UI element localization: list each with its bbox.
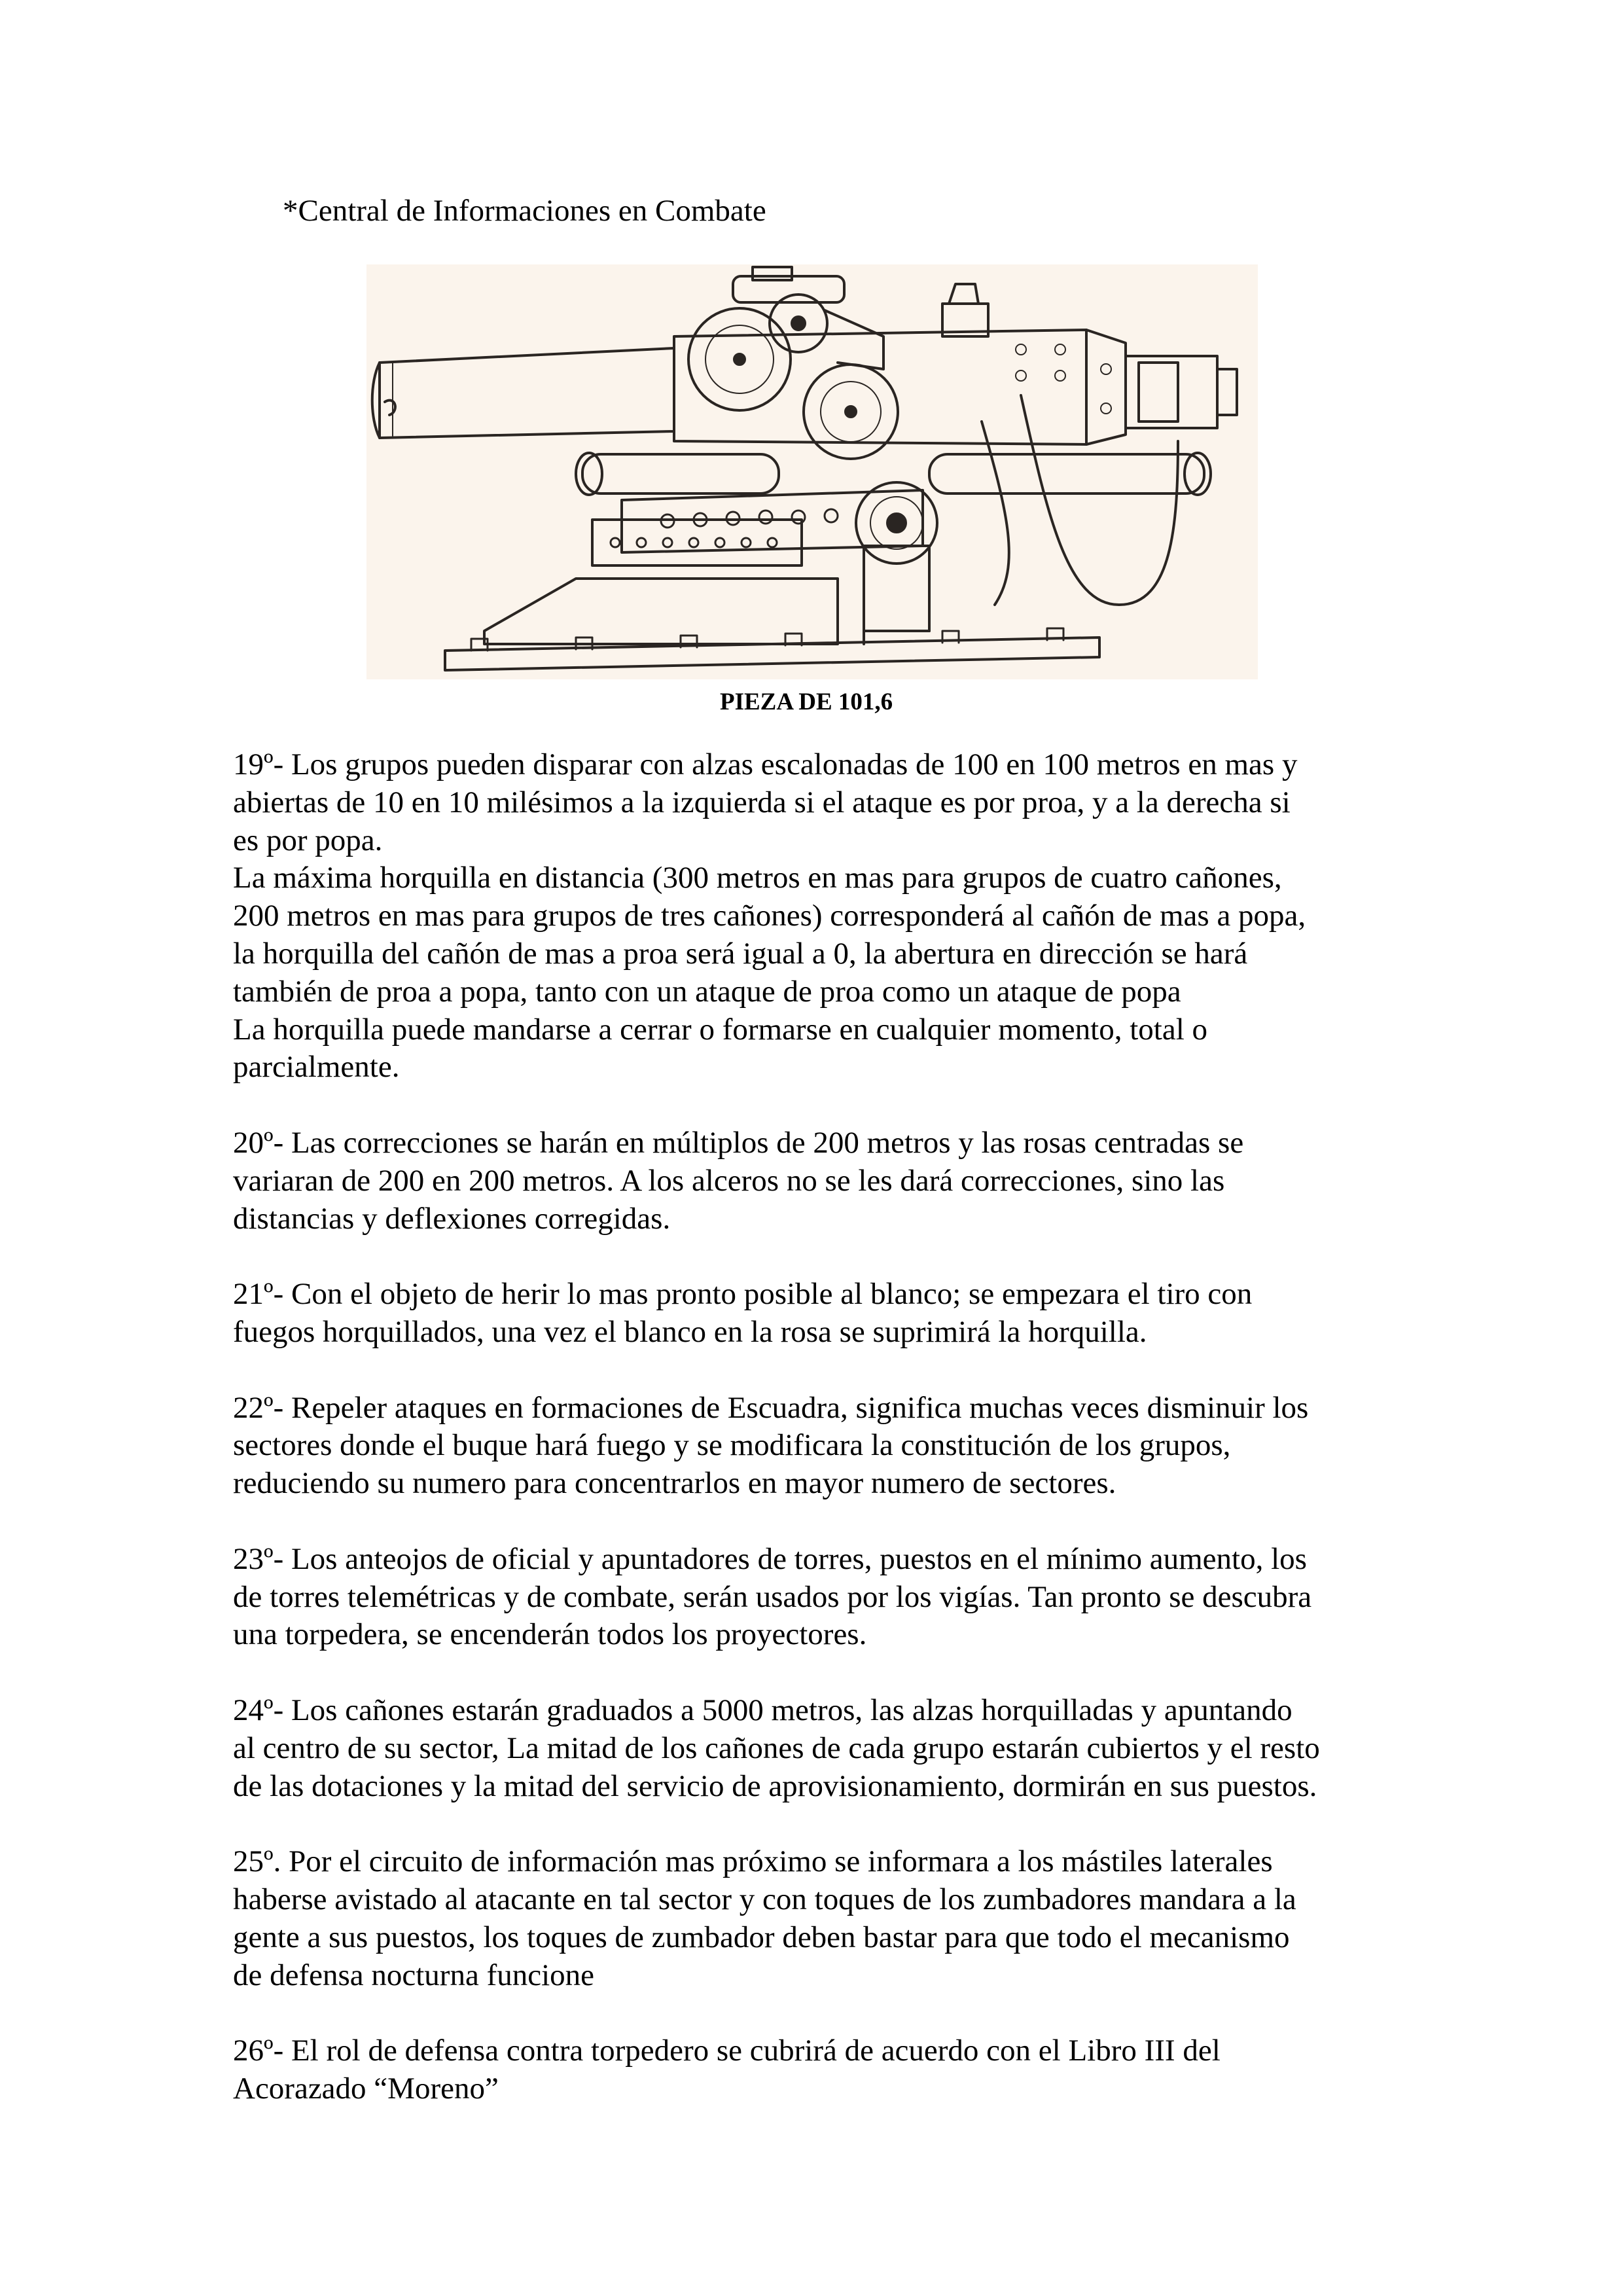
- text-line: haberse avistado al atacante en tal sector y con toques de los zumbadores mandara a la: [233, 1882, 1296, 1916]
- text-line: 200 metros en mas para grupos de tres cañones) corresponderá al cañón de mas a popa,: [233, 899, 1306, 933]
- text-line: al centro de su sector, La mitad de los cañones de cada grupo estarán cubiertos y el resto: [233, 1731, 1320, 1765]
- text-line: La máxima horquilla en distancia (300 metros en mas para grupos de cuatro cañones,: [233, 861, 1282, 895]
- text-line: gente a sus puestos, los toques de zumbador deben bastar para que todo el mecanismo: [233, 1920, 1290, 1954]
- text-line: distancias y deflexiones corregidas.: [233, 1201, 671, 1236]
- text-line: 22º- Repeler ataques en formaciones de Escuadra, significa muchas veces disminuir los: [233, 1390, 1309, 1425]
- text-line: la horquilla del cañón de mas a proa será igual a 0, la abertura en dirección se hará: [233, 936, 1248, 971]
- text-line: de defensa nocturna funcione: [233, 1958, 594, 1992]
- artillery-figure: [366, 264, 1258, 679]
- text-line: 21º- Con el objeto de herir lo mas pronto posible al blanco; se empezara el tiro con: [233, 1277, 1253, 1312]
- paragraph-25: [233, 1843, 1411, 1994]
- paragraph-23: [233, 1541, 1411, 1654]
- text-line: 26º- El rol de defensa contra torpedero se cubrirá de acuerdo con el Libro III del: [233, 2034, 1221, 2068]
- text-line: parcialmente.: [233, 1050, 400, 1085]
- paragraph-26: [233, 2032, 1411, 2108]
- paragraph-22: [233, 1390, 1411, 1503]
- text-line: reduciendo su numero para concentrarlos en mayor numero de sectores.: [233, 1466, 1116, 1501]
- paragraph-24: [233, 1692, 1411, 1805]
- figure-caption: PIEZA DE 101,6: [720, 689, 893, 715]
- text-line: Acorazado “Moreno”: [233, 2071, 499, 2106]
- text-line: variaran de 200 en 200 metros. A los alceros no se les dará correcciones, sino las: [233, 1163, 1225, 1198]
- text-line: de las dotaciones y la mitad del servicio de aprovisionamiento, dormirán en sus puestos.: [233, 1768, 1317, 1803]
- text-line: de torres telemétricas y de combate, serán usados por los vigías. Tan pronto se descubra: [233, 1579, 1312, 1614]
- paragraph-19: [233, 746, 1411, 1086]
- document-body: [233, 746, 1411, 2108]
- paragraph-21: [233, 1276, 1411, 1352]
- text-line: 19º- Los grupos pueden disparar con alzas escalonadas de 100 en 100 metros en mas y: [233, 747, 1298, 781]
- page-heading: *Central de Informaciones en Combate: [283, 194, 766, 228]
- text-line: sectores donde el buque hará fuego y se modificara la constitución de los grupos,: [233, 1428, 1231, 1463]
- text-line: 25º. Por el circuito de información mas próximo se informara a los mástiles laterales: [233, 1844, 1273, 1879]
- text-line: abiertas de 10 en 10 milésimos a la izquierda si el ataque es por proa, y a la derecha si: [233, 785, 1291, 819]
- text-line: también de proa a popa, tanto con un ataque de proa como un ataque de popa: [233, 974, 1181, 1009]
- text-line: fuegos horquillados, una vez el blanco en la rosa se suprimirá la horquilla.: [233, 1314, 1147, 1349]
- text-line: La horquilla puede mandarse a cerrar o formarse en cualquier momento, total o: [233, 1012, 1208, 1047]
- text-line: 20º- Las correcciones se harán en múltiplos de 200 metros y las rosas centradas se: [233, 1125, 1244, 1160]
- text-line: 23º- Los anteojos de oficial y apuntadores de torres, puestos en el mínimo aumento, los: [233, 1541, 1307, 1576]
- paragraph-20: [233, 1124, 1411, 1238]
- artillery-piece-icon: [366, 264, 1258, 679]
- text-line: una torpedera, se encenderán todos los proyectores.: [233, 1617, 867, 1652]
- text-line: 24º- Los cañones estarán graduados a 5000 metros, las alzas horquilladas y apuntando: [233, 1693, 1293, 1727]
- text-line: es por popa.: [233, 823, 383, 857]
